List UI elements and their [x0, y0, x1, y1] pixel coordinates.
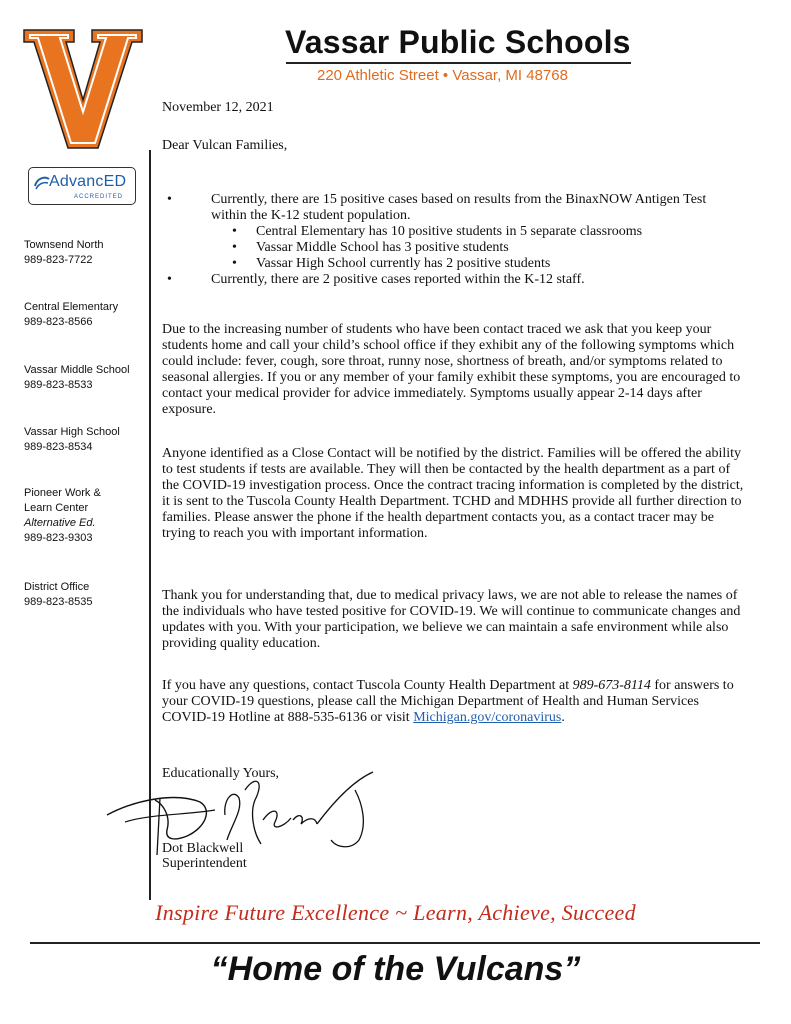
directory-entry — [24, 580, 93, 610]
title-underline — [286, 62, 631, 64]
advanced-accreditation-badge — [28, 167, 136, 205]
school-tagline: “Home of the Vulcans” — [210, 950, 581, 988]
school-name-line1: Pioneer Work & — [24, 487, 101, 499]
symptoms-paragraph: Due to the increasing number of students who have been contact traced we ask that you keep your students home and call your child’s school office if they exhibit any of the following symptoms which could include: fever, cough, sore throat, runny nose, shortness of breath, and/or symptoms related to seasonal allergies. If you or any member of your family exhibit these symptoms, you are encouraged to contact your medical provider for advice immediately. Symptoms usually appear 2-14 days after exposure. — [162, 322, 741, 417]
list-item: • Central Elementary has 10 positive students in 5 separate classrooms — [162, 224, 742, 240]
list-item: • Currently, there are 2 positive cases reported within the K-12 staff. — [162, 272, 742, 288]
school-phone: 989-823-8533 — [24, 379, 93, 391]
school-name: Townsend North — [24, 239, 104, 251]
list-item — [162, 192, 742, 272]
health-dept-phone: 989-673-8114 — [572, 678, 651, 693]
school-name: District Office — [24, 581, 90, 593]
letter-greeting: Dear Vulcan Families, — [162, 138, 288, 153]
handwritten-signature — [105, 770, 405, 880]
school-name: Vassar Middle School — [24, 364, 130, 376]
school-phone: 989-823-8566 — [24, 316, 93, 328]
directory-entry — [24, 486, 101, 546]
contact-text-middle: for answers to your COVID-19 questions, please call the Michigan Department of Health and Human Services COVID-19 Hotline at 888-535-6136 or visit — [162, 678, 734, 725]
school-motto: Inspire Future Excellence ~ Learn, Achieve, Succeed — [155, 900, 636, 925]
letter-date: November 12, 2021 — [162, 100, 274, 115]
school-address: 220 Athletic Street • Vassar, MI 48768 — [317, 67, 568, 84]
footer-divider — [30, 942, 760, 944]
page-title: Vassar Public Schools — [285, 24, 631, 60]
directory-entry — [24, 425, 120, 455]
school-phone: 989-823-8535 — [24, 596, 93, 608]
school-phone: 989-823-8534 — [24, 441, 93, 453]
bullet-text: Currently, there are 15 positive cases based on results from the BinaxNOW Antigen Test within the K-12 student population. — [211, 192, 707, 223]
signer-name: Dot Blackwell — [162, 841, 244, 856]
directory-entry — [24, 363, 130, 393]
school-name: Vassar High School — [24, 426, 120, 438]
school-name: Central Elementary — [24, 301, 119, 313]
advanced-label: AdvancED — [49, 173, 127, 190]
case-summary-list — [162, 192, 742, 288]
school-logo-v — [22, 28, 144, 150]
school-subtitle: Alternative Ed. — [24, 517, 96, 529]
contact-text-end: . — [561, 710, 565, 725]
list-item: • Vassar Middle School has 3 positive students — [162, 240, 742, 256]
school-phone: 989-823-7722 — [24, 254, 93, 266]
contact-paragraph — [162, 678, 747, 726]
directory-entry — [24, 300, 118, 330]
case-breakdown-list — [211, 224, 742, 272]
contact-text: If you have any questions, contact Tuscola County Health Department at — [162, 678, 573, 693]
coronavirus-link[interactable]: Michigan.gov/coronavirus — [413, 710, 562, 725]
letter-closing: Educationally Yours, — [162, 766, 280, 781]
directory-entry — [24, 238, 104, 268]
advanced-sub-label: ACCREDITED — [74, 194, 124, 200]
signer-title: Superintendent — [162, 856, 247, 871]
close-contact-paragraph: Anyone identified as a Close Contact will be notified by the district. Families will be offered the ability to test students if tests are available. They will then be contacted by the health department as a part of the COVID-19 investigation process. Once the contract tracing information is completed by the district, it is sent to the Tuscola County Health Department. TCHD and MDHHS provide all further direction to families. Please answer the phone if the health department contacts you, as a contact tracer may be trying to reach you with important information. — [162, 446, 744, 541]
school-phone: 989-823-9303 — [24, 532, 93, 544]
list-item: • Vassar High School currently has 2 positive students — [162, 256, 742, 272]
privacy-paragraph: Thank you for understanding that, due to medical privacy laws, we are not able to release the names of the individuals who have tested positive for COVID-19. We will continue to communicate changes and updates with you. With your participation, we believe we can maintain a safe environment while also providing quality education. — [162, 588, 741, 651]
school-name-line2: Learn Center — [24, 502, 89, 514]
